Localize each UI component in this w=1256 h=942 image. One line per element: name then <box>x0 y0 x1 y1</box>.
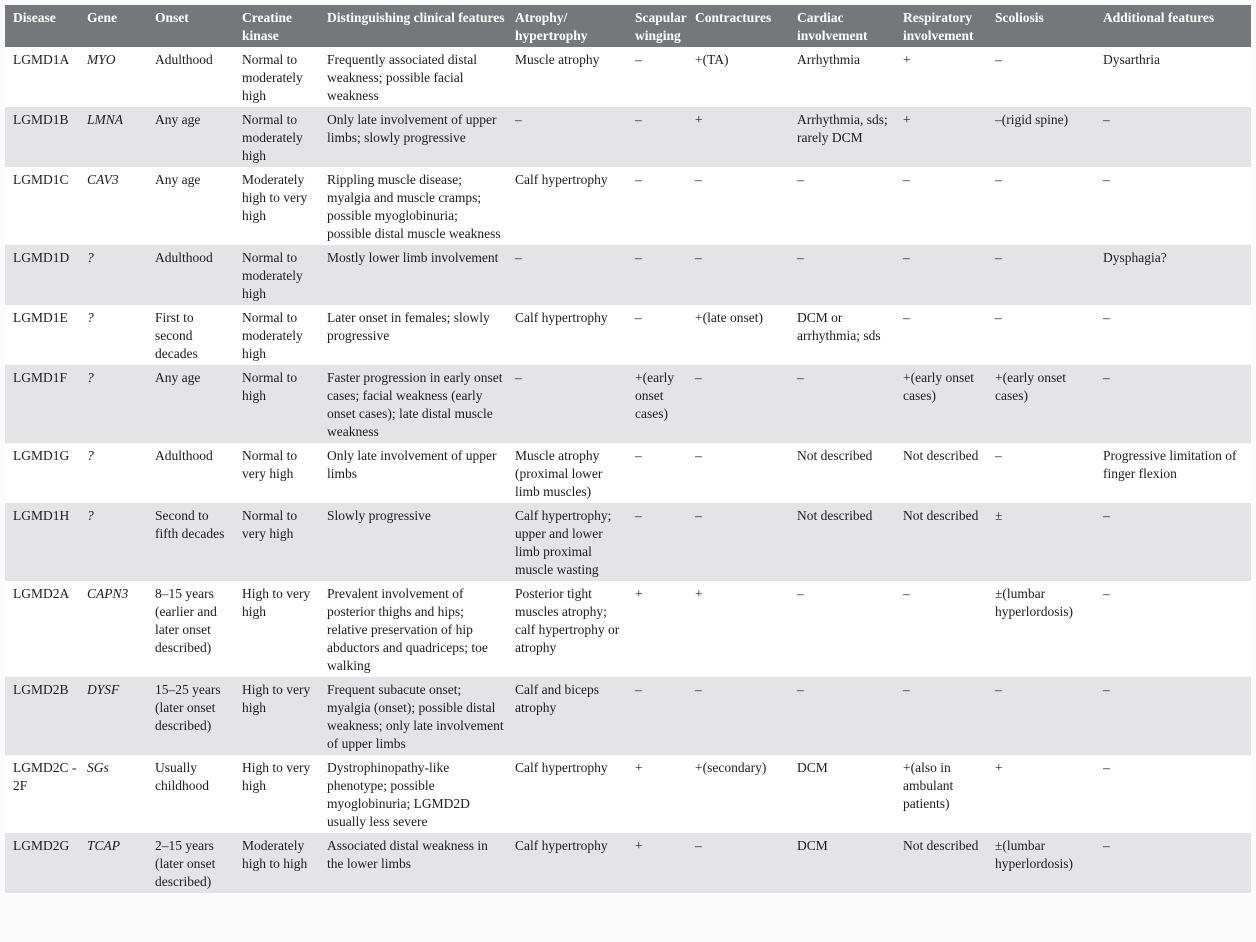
cell-gene: ? <box>87 443 155 503</box>
cell-respiratory-involvement: Not described <box>903 833 995 893</box>
cell-contractures: + <box>695 107 797 167</box>
cell-clinical-features: Rippling muscle disease; myalgia and muscle cramps; possible myoglobinuria; possible distal muscle weakness <box>327 167 515 245</box>
cell-scoliosis: – <box>995 47 1103 107</box>
cell-additional-features: – <box>1103 107 1251 167</box>
cell-respiratory-involvement: +(early onset cases) <box>903 365 995 443</box>
cell-contractures: – <box>695 833 797 893</box>
cell-atrophy-hypertrophy: – <box>515 245 635 305</box>
cell-scoliosis: – <box>995 677 1103 755</box>
cell-gene: ? <box>87 245 155 305</box>
cell-scapular-winging: + <box>635 581 695 677</box>
cell-atrophy-hypertrophy: – <box>515 107 635 167</box>
cell-atrophy-hypertrophy: Calf hypertrophy <box>515 755 635 833</box>
cell-onset: Adulthood <box>155 47 242 107</box>
cell-additional-features: Dysarthria <box>1103 47 1251 107</box>
cell-respiratory-involvement: – <box>903 581 995 677</box>
cell-onset: Any age <box>155 365 242 443</box>
cell-creatine-kinase: Normal to moderately high <box>242 107 327 167</box>
cell-onset: Usually childhood <box>155 755 242 833</box>
cell-disease: LGMD2A <box>5 581 87 677</box>
cell-scoliosis: – <box>995 167 1103 245</box>
cell-scoliosis: – <box>995 443 1103 503</box>
column-header-scoliosis: Scoliosis <box>995 5 1103 47</box>
cell-disease: LGMD1H <box>5 503 87 581</box>
cell-scoliosis: +(early onset cases) <box>995 365 1103 443</box>
cell-additional-features: – <box>1103 365 1251 443</box>
column-header-cardiac-involvement: Cardiac involvement <box>797 5 903 47</box>
cell-clinical-features: Only late involvement of upper limbs <box>327 443 515 503</box>
cell-clinical-features: Later onset in females; slowly progressive <box>327 305 515 365</box>
cell-respiratory-involvement: – <box>903 167 995 245</box>
cell-additional-features: – <box>1103 755 1251 833</box>
table-row <box>5 107 1251 167</box>
cell-scoliosis: + <box>995 755 1103 833</box>
cell-atrophy-hypertrophy: – <box>515 365 635 443</box>
cell-additional-features: – <box>1103 833 1251 893</box>
cell-onset: Adulthood <box>155 245 242 305</box>
cell-contractures: + <box>695 581 797 677</box>
table-row <box>5 167 1251 245</box>
table-row <box>5 305 1251 365</box>
cell-respiratory-involvement: +(also in ambulant patients) <box>903 755 995 833</box>
cell-scapular-winging: – <box>635 305 695 365</box>
cell-cardiac-involvement: Arrhythmia, sds; rarely DCM <box>797 107 903 167</box>
cell-additional-features: – <box>1103 677 1251 755</box>
cell-respiratory-involvement: + <box>903 47 995 107</box>
cell-contractures: – <box>695 677 797 755</box>
cell-scoliosis: ± <box>995 503 1103 581</box>
column-header-additional-features: Additional features <box>1103 5 1251 47</box>
cell-gene: CAV3 <box>87 167 155 245</box>
cell-gene: ? <box>87 305 155 365</box>
cell-disease: LGMD2B <box>5 677 87 755</box>
cell-contractures: – <box>695 443 797 503</box>
cell-atrophy-hypertrophy: Calf hypertrophy <box>515 167 635 245</box>
cell-gene: ? <box>87 365 155 443</box>
cell-contractures: +(late onset) <box>695 305 797 365</box>
column-header-disease: Disease <box>5 5 87 47</box>
cell-disease: LGMD2C - 2F <box>5 755 87 833</box>
cell-additional-features: Progressive limitation of finger flexion <box>1103 443 1251 503</box>
cell-clinical-features: Mostly lower limb involvement <box>327 245 515 305</box>
cell-contractures: +(TA) <box>695 47 797 107</box>
table-row <box>5 677 1251 755</box>
cell-scapular-winging: – <box>635 677 695 755</box>
cell-disease: LGMD1D <box>5 245 87 305</box>
table-row <box>5 365 1251 443</box>
header-row <box>5 5 1251 47</box>
cell-disease: LGMD1G <box>5 443 87 503</box>
cell-atrophy-hypertrophy: Muscle atrophy (proximal lower limb muscles) <box>515 443 635 503</box>
cell-respiratory-involvement: Not described <box>903 503 995 581</box>
cell-additional-features: Dysphagia? <box>1103 245 1251 305</box>
cell-atrophy-hypertrophy: Calf hypertrophy; upper and lower limb proximal muscle wasting <box>515 503 635 581</box>
cell-clinical-features: Prevalent involvement of posterior thighs and hips; relative preservation of hip abductors and quadriceps; toe walking <box>327 581 515 677</box>
cell-creatine-kinase: High to very high <box>242 677 327 755</box>
cell-creatine-kinase: Moderately high to high <box>242 833 327 893</box>
cell-cardiac-involvement: DCM <box>797 833 903 893</box>
cell-gene: LMNA <box>87 107 155 167</box>
cell-creatine-kinase: Moderately high to very high <box>242 167 327 245</box>
cell-respiratory-involvement: – <box>903 305 995 365</box>
cell-atrophy-hypertrophy: Calf hypertrophy <box>515 833 635 893</box>
cell-onset: 8–15 years (earlier and later onset described) <box>155 581 242 677</box>
table-row <box>5 245 1251 305</box>
cell-cardiac-involvement: – <box>797 677 903 755</box>
cell-clinical-features: Faster progression in early onset cases; facial weakness (early onset cases); late distal muscle weakness <box>327 365 515 443</box>
cell-scoliosis: ±(lumbar hyperlordosis) <box>995 833 1103 893</box>
cell-contractures: – <box>695 245 797 305</box>
cell-additional-features: – <box>1103 167 1251 245</box>
column-header-respiratory-involvement: Respiratory involvement <box>903 5 995 47</box>
cell-respiratory-involvement: + <box>903 107 995 167</box>
table-row <box>5 755 1251 833</box>
cell-disease: LGMD1A <box>5 47 87 107</box>
table-row <box>5 833 1251 893</box>
column-header-clinical-features: Distinguishing clinical features <box>327 5 515 47</box>
cell-scapular-winging: – <box>635 443 695 503</box>
cell-disease: LGMD1E <box>5 305 87 365</box>
cell-contractures: – <box>695 365 797 443</box>
cell-onset: First to second decades <box>155 305 242 365</box>
cell-clinical-features: Only late involvement of upper limbs; slowly progressive <box>327 107 515 167</box>
cell-disease: LGMD1C <box>5 167 87 245</box>
column-header-creatine-kinase: Creatine kinase <box>242 5 327 47</box>
cell-clinical-features: Dystrophinopathy-like phenotype; possible myoglobinuria; LGMD2D usually less severe <box>327 755 515 833</box>
cell-cardiac-involvement: – <box>797 365 903 443</box>
cell-creatine-kinase: Normal to high <box>242 365 327 443</box>
cell-scoliosis: – <box>995 305 1103 365</box>
cell-gene: ? <box>87 503 155 581</box>
cell-creatine-kinase: High to very high <box>242 581 327 677</box>
table-row <box>5 503 1251 581</box>
cell-cardiac-involvement: Arrhythmia <box>797 47 903 107</box>
cell-creatine-kinase: Normal to very high <box>242 443 327 503</box>
cell-onset: 15–25 years (later onset described) <box>155 677 242 755</box>
cell-additional-features: – <box>1103 581 1251 677</box>
cell-cardiac-involvement: – <box>797 167 903 245</box>
cell-gene: TCAP <box>87 833 155 893</box>
cell-scoliosis: ±(lumbar hyperlordosis) <box>995 581 1103 677</box>
lgmd-comparison-table <box>5 5 1251 893</box>
cell-creatine-kinase: High to very high <box>242 755 327 833</box>
cell-creatine-kinase: Normal to moderately high <box>242 245 327 305</box>
cell-respiratory-involvement: – <box>903 245 995 305</box>
cell-cardiac-involvement: Not described <box>797 503 903 581</box>
cell-atrophy-hypertrophy: Muscle atrophy <box>515 47 635 107</box>
cell-scoliosis: – <box>995 245 1103 305</box>
column-header-gene: Gene <box>87 5 155 47</box>
cell-additional-features: – <box>1103 305 1251 365</box>
cell-additional-features: – <box>1103 503 1251 581</box>
column-header-contractures: Contractures <box>695 5 797 47</box>
column-header-onset: Onset <box>155 5 242 47</box>
cell-onset: 2–15 years (later onset described) <box>155 833 242 893</box>
cell-creatine-kinase: Normal to moderately high <box>242 47 327 107</box>
column-header-scapular-winging: Scapular winging <box>635 5 695 47</box>
cell-scapular-winging: + <box>635 833 695 893</box>
cell-clinical-features: Associated distal weakness in the lower limbs <box>327 833 515 893</box>
cell-onset: Any age <box>155 107 242 167</box>
cell-clinical-features: Frequent subacute onset; myalgia (onset); possible distal weakness; only late involvement of upper limbs <box>327 677 515 755</box>
cell-scapular-winging: – <box>635 245 695 305</box>
table-row <box>5 443 1251 503</box>
cell-respiratory-involvement: Not described <box>903 443 995 503</box>
cell-onset: Any age <box>155 167 242 245</box>
cell-cardiac-involvement: Not described <box>797 443 903 503</box>
cell-scapular-winging: +(early onset cases) <box>635 365 695 443</box>
cell-scapular-winging: – <box>635 167 695 245</box>
cell-gene: DYSF <box>87 677 155 755</box>
cell-scapular-winging: – <box>635 47 695 107</box>
cell-clinical-features: Slowly progressive <box>327 503 515 581</box>
table-row <box>5 47 1251 107</box>
cell-scoliosis: –(rigid spine) <box>995 107 1103 167</box>
cell-scapular-winging: + <box>635 755 695 833</box>
cell-cardiac-involvement: – <box>797 581 903 677</box>
cell-cardiac-involvement: – <box>797 245 903 305</box>
cell-contractures: – <box>695 167 797 245</box>
cell-onset: Second to fifth decades <box>155 503 242 581</box>
cell-creatine-kinase: Normal to moderately high <box>242 305 327 365</box>
cell-contractures: – <box>695 503 797 581</box>
cell-creatine-kinase: Normal to very high <box>242 503 327 581</box>
cell-disease: LGMD2G <box>5 833 87 893</box>
cell-gene: CAPN3 <box>87 581 155 677</box>
cell-gene: MYO <box>87 47 155 107</box>
cell-atrophy-hypertrophy: Calf and biceps atrophy <box>515 677 635 755</box>
cell-clinical-features: Frequently associated distal weakness; possible facial weakness <box>327 47 515 107</box>
cell-atrophy-hypertrophy: Calf hypertrophy <box>515 305 635 365</box>
cell-atrophy-hypertrophy: Posterior tight muscles atrophy; calf hypertrophy or atrophy <box>515 581 635 677</box>
cell-contractures: +(secondary) <box>695 755 797 833</box>
cell-scapular-winging: – <box>635 503 695 581</box>
cell-respiratory-involvement: – <box>903 677 995 755</box>
cell-disease: LGMD1F <box>5 365 87 443</box>
cell-gene: SGs <box>87 755 155 833</box>
column-header-atrophy-hypertrophy: Atrophy/​hypertrophy <box>515 5 635 47</box>
table-row <box>5 581 1251 677</box>
cell-disease: LGMD1B <box>5 107 87 167</box>
cell-onset: Adulthood <box>155 443 242 503</box>
cell-cardiac-involvement: DCM <box>797 755 903 833</box>
cell-scapular-winging: – <box>635 107 695 167</box>
table-body <box>5 47 1251 893</box>
cell-cardiac-involvement: DCM or arrhythmia; sds <box>797 305 903 365</box>
